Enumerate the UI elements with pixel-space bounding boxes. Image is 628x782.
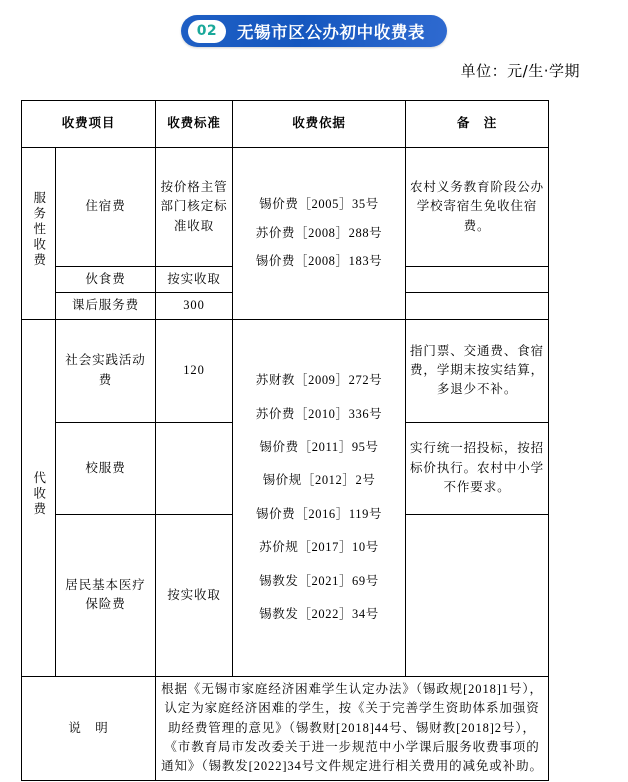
fee-item-name: 校服费 xyxy=(56,422,156,514)
fee-basis-group xyxy=(233,319,406,676)
basis-entry: 锡教发［2022］34号 xyxy=(259,606,379,621)
fee-note xyxy=(406,293,549,319)
fee-basis-group xyxy=(233,148,406,320)
column-header-basis: 收费依据 xyxy=(233,101,406,148)
fee-table xyxy=(21,100,549,781)
fee-standard: 按实收取 xyxy=(156,267,233,293)
fee-item-name: 住宿费 xyxy=(56,148,156,267)
title-banner xyxy=(181,15,447,47)
fee-item-name: 社会实践活动费 xyxy=(56,319,156,422)
fee-standard: 按价格主管部门核定标准收取 xyxy=(156,148,233,267)
page-title: 无锡市区公办初中收费表 xyxy=(236,23,426,42)
fee-item-name: 课后服务费 xyxy=(56,293,156,319)
basis-entry: 锡价费［2011］95号 xyxy=(259,440,379,454)
fee-note xyxy=(406,267,549,293)
fee-note: 农村义务教育阶段公办学校寄宿生免收住宿费。 xyxy=(406,148,549,267)
table-row xyxy=(22,319,549,422)
explanation-text: 根据《无锡市家庭经济困难学生认定办法》（锡政规[2018]1号），认定为家庭经济困难的学生，按《关于完善学生资助体系加强资助经费管理的意见》（锡教财[2018]44号、锡财教[2018]2号），《市教育局市发改委关于进一步规范中小学课后服务收费事项的通知》（锡教发[2022]34号文件规定进行相关费用的减免或补助。 xyxy=(156,676,549,780)
fee-standard: 120 xyxy=(156,319,233,422)
unit-note: 单位：元/生·学期 xyxy=(460,62,580,80)
fee-item-name: 伙食费 xyxy=(56,267,156,293)
group-label-service xyxy=(22,148,56,320)
fee-standard xyxy=(156,422,233,514)
basis-entry: 苏财教［2009］272号 xyxy=(255,373,383,388)
group-label-service-text: 服务性收费 xyxy=(31,191,46,269)
basis-entry: 锡价费［2005］35号 xyxy=(259,197,379,212)
fee-table-container xyxy=(21,100,549,781)
fee-note: 实行统一招投标，按招标价执行。农村中小学不作要求。 xyxy=(406,422,549,514)
explanation-label: 说 明 xyxy=(22,676,156,780)
group-label-agency-text: 代收费 xyxy=(31,471,46,518)
column-header-standard: 收费标准 xyxy=(156,101,233,148)
basis-entry: 锡价规［2012］2号 xyxy=(262,473,376,488)
basis-entry: 苏价费［2010］336号 xyxy=(255,406,383,421)
basis-entry: 锡价费［2016］119号 xyxy=(255,506,383,521)
fee-item-name: 居民基本医疗保险费 xyxy=(56,514,156,676)
page-header xyxy=(0,0,628,52)
fee-standard: 300 xyxy=(156,293,233,319)
basis-entry: 锡价费［2008］183号 xyxy=(255,254,383,269)
column-header-item: 收费项目 xyxy=(22,101,156,148)
explanation-row xyxy=(22,676,549,780)
group-label-agency xyxy=(22,319,56,676)
fee-standard: 按实收取 xyxy=(156,514,233,676)
table-header-row xyxy=(22,101,549,148)
basis-entry: 锡教发［2021］69号 xyxy=(259,573,379,588)
fee-note: 指门票、交通费、食宿费，学期末按实结算，多退少不补。 xyxy=(406,319,549,422)
basis-entry: 苏价费［2008］288号 xyxy=(255,225,383,240)
basis-entry: 苏价规［2017］10号 xyxy=(259,540,379,555)
table-row xyxy=(22,148,549,267)
column-header-note: 备 注 xyxy=(406,101,549,148)
fee-note xyxy=(406,514,549,676)
banner-number-badge: 02 xyxy=(188,20,226,43)
